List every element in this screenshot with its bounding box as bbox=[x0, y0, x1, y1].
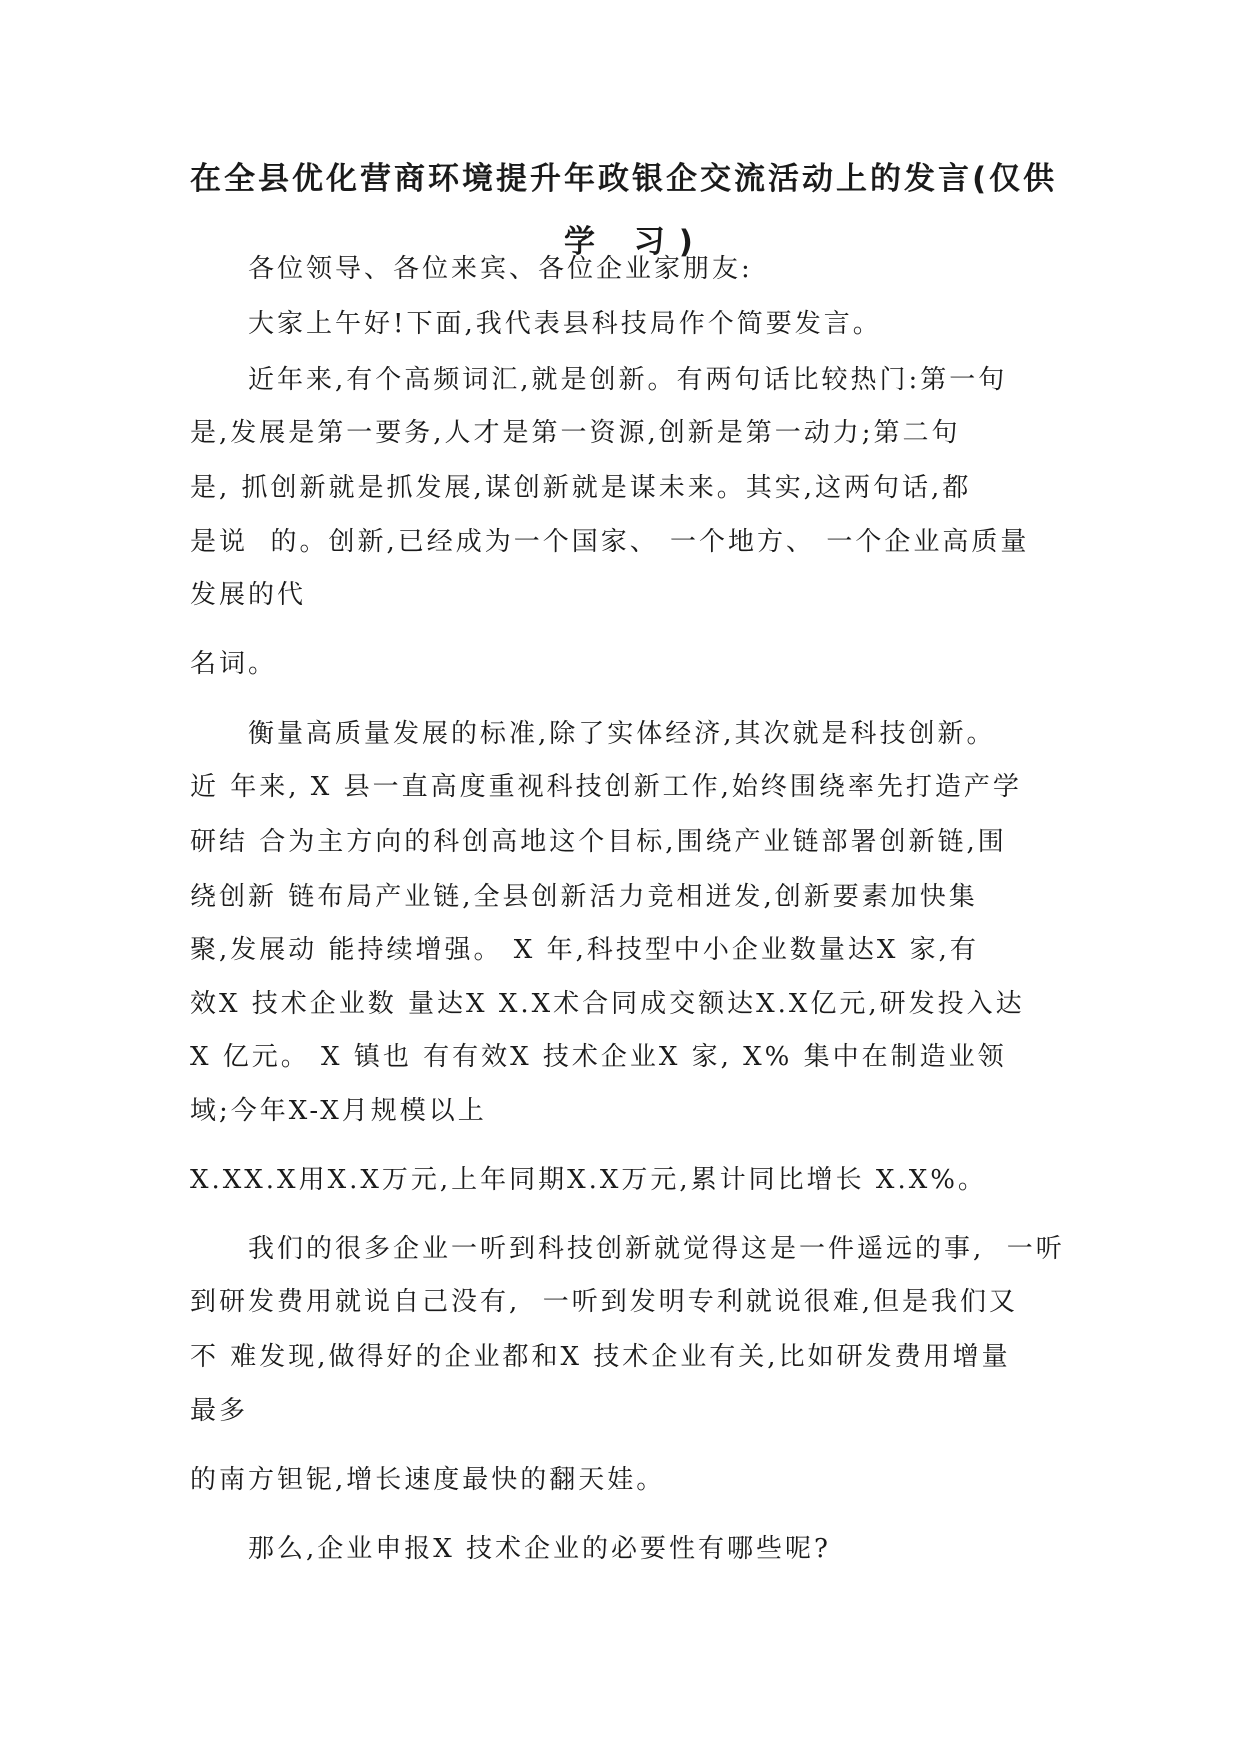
text-line: 研结 合为主方向的科创高地这个目标,围绕产业链部署创新链,围 bbox=[190, 827, 1007, 857]
text-line: X 亿元。 X 镇也 有有效X 技术企业X 家, X% 集中在制造业领 bbox=[190, 1042, 1007, 1072]
text-line: 的南方钽铌,增长速度最快的翻天娃。 bbox=[190, 1465, 666, 1495]
document-title-line-1: 在全县优化营商环境提升年政银企交流活动上的发言(仅供 bbox=[190, 161, 1058, 197]
text-line: 绕创新 链布局产业链,全县创新活力竞相迸发,创新要素加快集 bbox=[190, 882, 978, 912]
text-line: 是, 抓创新就是抓发展,谋创新就是谋未来。其实,这两句话,都 bbox=[190, 473, 972, 503]
text-line: 不 难发现,做得好的企业都和X 技术企业有关,比如研发费用增量 bbox=[190, 1342, 1011, 1372]
text-line: X.XX.X用X.X万元,上年同期X.X万元,累计同比增长 X.X%。 bbox=[190, 1165, 987, 1195]
text-line: 各位领导、各位来宾、各位企业家朋友: bbox=[248, 254, 753, 284]
text-line: 是说 的。创新,已经成为一个国家、 一个地方、 一个企业高质量 bbox=[190, 527, 1030, 557]
text-line: 聚,发展动 能持续增强。 X 年,科技型中小企业数量达X 家,有 bbox=[190, 935, 979, 965]
text-line: 域;今年X-X月规模以上 bbox=[190, 1096, 487, 1126]
text-line: 那么,企业申报X 技术企业的必要性有哪些呢? bbox=[248, 1534, 831, 1564]
text-line: 效X 技术企业数 量达X X.X术合同成交额达X.X亿元,研发投入达 bbox=[190, 989, 1025, 1019]
text-line: 发展的代 bbox=[190, 580, 307, 610]
text-line: 近 年来, X 县一直高度重视科技创新工作,始终围绕率先打造产学 bbox=[190, 772, 1022, 802]
text-line: 最多 bbox=[190, 1396, 249, 1426]
text-line: 到研发费用就说自己没有, 一听到发明专利就说很难,但是我们又 bbox=[190, 1287, 1019, 1317]
text-line: 名词。 bbox=[190, 649, 278, 679]
text-line: 衡量高质量发展的标准,除了实体经济,其次就是科技创新。 bbox=[248, 719, 996, 749]
text-line: 是,发展是第一要务,人才是第一资源,创新是第一动力;第二句 bbox=[190, 418, 961, 448]
document-title-line-2: 学 习) bbox=[564, 224, 707, 260]
text-line: 近年来,有个高频词汇,就是创新。有两句话比较热门:第一句 bbox=[248, 365, 1008, 395]
text-line: 我们的很多企业一听到科技创新就觉得这是一件遥远的事, 一听 bbox=[248, 1234, 1065, 1264]
text-line: 大家上午好!下面,我代表县科技局作个简要发言。 bbox=[248, 309, 882, 339]
